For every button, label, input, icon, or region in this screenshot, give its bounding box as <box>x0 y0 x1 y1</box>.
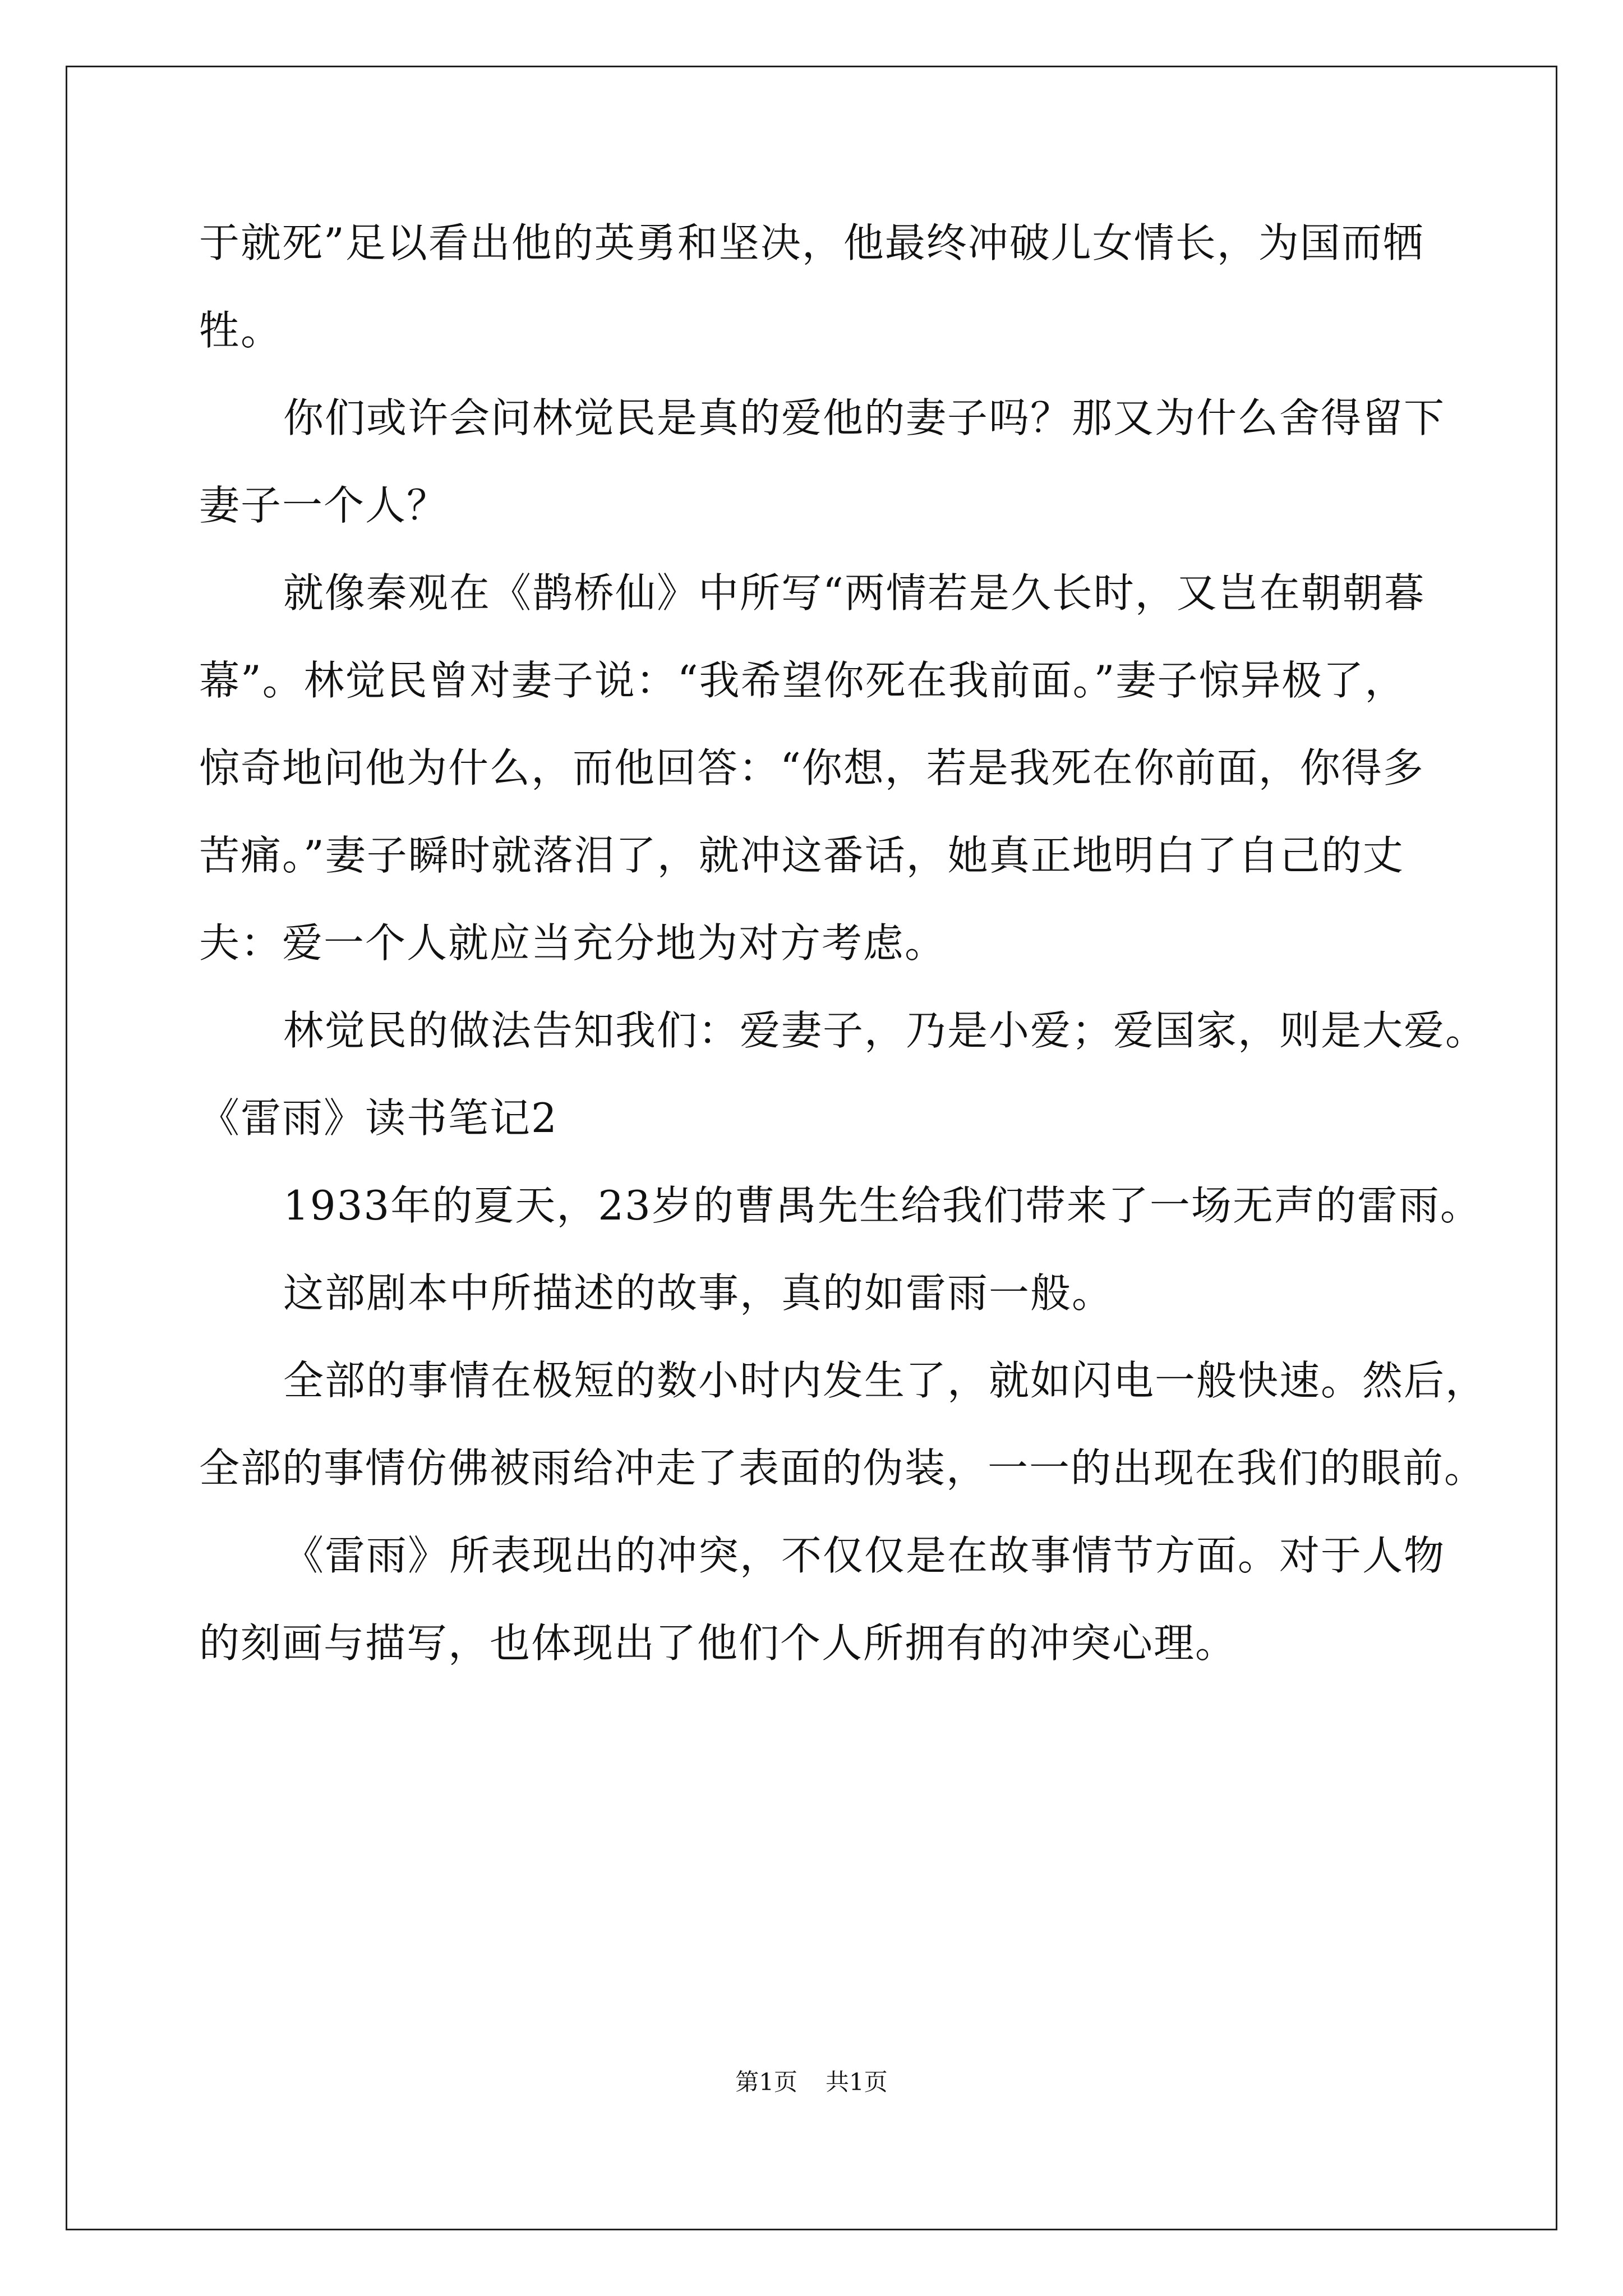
document-body <box>199 199 1487 1687</box>
text-line: 牲。 <box>199 307 283 354</box>
text-line: 你们或许会问林觉民是真的爱他的妻子吗？那又为什么舍得留下 <box>283 394 1446 441</box>
text-line: 苦痛。”妻子瞬时就落泪了，就冲这番话，她真正地明白了自己的丈 <box>199 832 1404 879</box>
page-total: 共1页 <box>826 2068 888 2096</box>
text-line: 林觉民的做法告知我们：爱妻子，乃是小爱；爱国家，则是大爱。 <box>283 1007 1487 1054</box>
text-line: 1933年的夏天，23岁的曹禺先生给我们带来了一场无声的雷雨。 <box>283 1182 1482 1229</box>
text-line: 的刻画与描写，也体现出了他们个人所拥有的冲突心理。 <box>199 1619 1237 1667</box>
text-line: 妻子一个人？ <box>199 482 449 529</box>
page-footer <box>0 2065 1623 2099</box>
text-line: 幕”。林觉民曾对妻子说：“我希望你死在我前面。”妻子惊异极了， <box>199 657 1407 704</box>
text-line: 于就死”足以看出他的英勇和坚决，他最终冲破儿女情长，为国而牺 <box>199 219 1424 266</box>
text-line: 这部剧本中所描述的故事，真的如雷雨一般。 <box>283 1269 1114 1317</box>
section-heading: 《雷雨》读书笔记2 <box>199 1094 558 1142</box>
text-line: 《雷雨》所表现出的冲突，不仅仅是在故事情节方面。对于人物 <box>283 1532 1446 1579</box>
page-number: 第1页 <box>735 2068 797 2096</box>
text-line: 夫：爱一个人就应当充分地为对方考虑。 <box>199 919 947 967</box>
text-line: 全部的事情仿佛被雨给冲走了表面的伪装，一一的出现在我们的眼前。 <box>199 1444 1486 1492</box>
text-line: 就像秦观在《鹊桥仙》中所写“两情若是久长时，又岂在朝朝暮 <box>283 569 1426 616</box>
text-line: 惊奇地问他为什么，而他回答：“你想，若是我死在你前面，你得多 <box>199 744 1424 792</box>
text-line: 全部的事情在极短的数小时内发生了，就如闪电一般快速。然后， <box>283 1357 1487 1404</box>
